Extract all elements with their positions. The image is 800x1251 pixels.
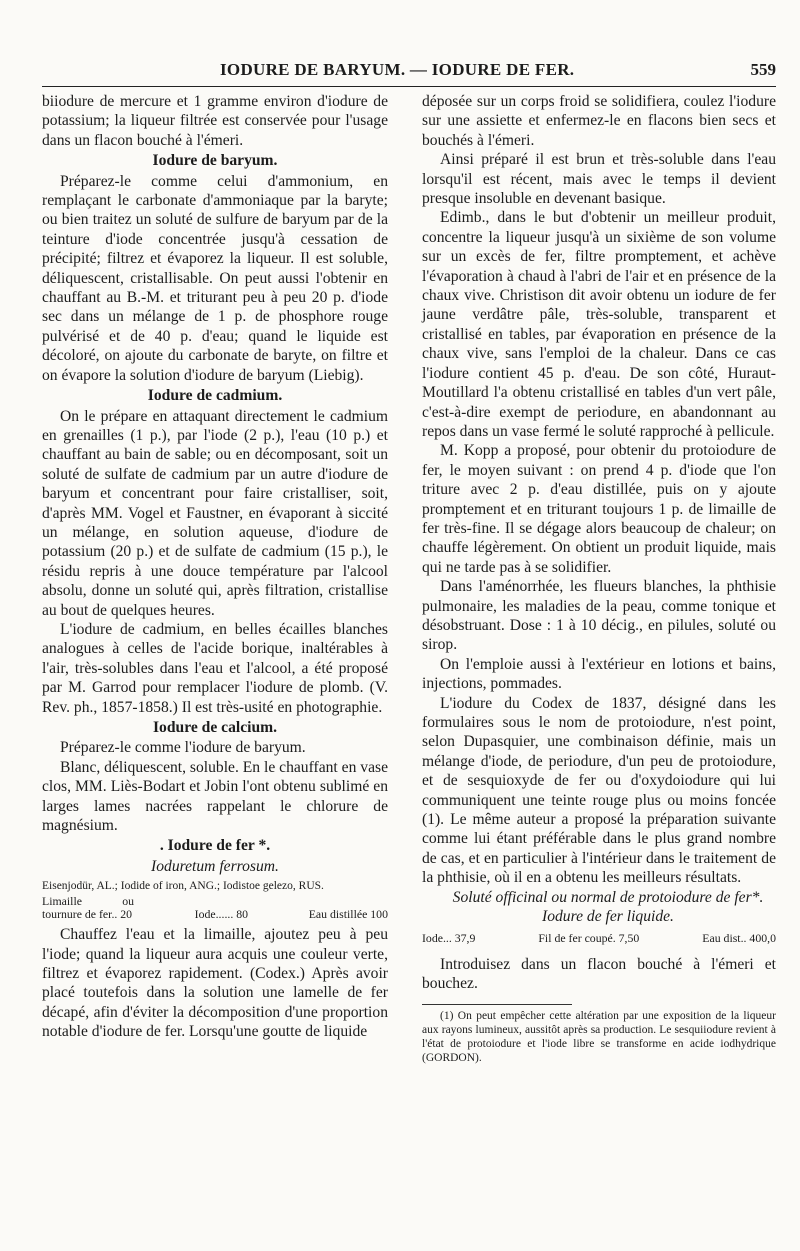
paragraph: On le prépare en attaquant directement le cadmium en grenailles (1 p.), par l'iode (2 p.), l'eau (10 p.) et chauffant au bain de sable; ou en décomposant, soit un soluté de sulfate de cadmium par un autre d'iodure de baryum et concentrant pour faire cristalliser, soit, d'après MM. Vogel et Faustner, en évaporant à siccité un mélange, en solution aqueuse, d'iodure de potassium (20 p.) et de sulfate de cadmium (15 p.), le résidu repris à une douce température par l'alcool absolu, donne un soluté qui, après filtration, cristallise au bout de quelques heures.: [42, 407, 388, 619]
ingredient: Iode... 37,9: [422, 931, 476, 946]
footnote: (1) On peut empêcher cette altération par une exposition de la liqueur aux rayons lumineux, aussitôt après sa production. Le sesquiiodure revient à l'état de protoiodure et l'iode libre se transforme en acide iodhydrique (GORDON).: [422, 1009, 776, 1064]
section-heading-iodure-fer: . Iodure de fer *.: [159, 837, 271, 855]
ingredient: Eau distillée 100: [308, 907, 388, 922]
section-heading-solute: Soluté officinal ou normal de protoiodure de fer*.: [452, 888, 764, 906]
ingredients-list: [42, 895, 388, 921]
latin-name: Ioduretum ferrosum.: [151, 857, 279, 875]
paragraph: Préparez-le comme l'iodure de baryum.: [60, 739, 306, 757]
running-title: IODURE DE BARYUM. — IODURE DE FER.: [220, 60, 575, 79]
paragraph: Préparez-le comme celui d'ammonium, en remplaçant le carbonate d'ammoniaque par la baryte; ou bien traitez un soluté de sulfure de baryum par de la teinture d'iode concentrée jusqu'à cessation de précipité; filtrez et évaporez la liqueur. Il est soluble, déliquescent, cristallisable. On peut aussi l'obtenir en chauffant au B.-M. et triturant peu à peu 20 p. d'iode sec dans un mélange de 1 p. de phosphore rouge pulvérisé et de 40 p. d'eau; quand le liquide est décoloré, on ajoute du carbonate de baryte, on filtre et on évapore la solution d'iodure de baryum (Liebig).: [42, 172, 388, 384]
paragraph: L'iodure du Codex de 1837, désigné dans les formulaires sous le nom de protoiodure, n'est point, selon Dupasquier, une combinaison définie, mais un mélange d'iode, de periodure, d'un peu de protoiodure, et de sesquioxyde de fer ou d'oxydoiodure qui lui communiquent une teinte rouge plus ou moins foncée (1). Le même auteur a proposé la préparation suivante comme lui étant préférable dans le plus grand nombre de cas, et en particulier à l'intérieur dans le traitement de la phthisie, où il en a obtenu les meilleurs résultats.: [422, 694, 776, 887]
paragraph: Introduisez dans un flacon bouché à l'émeri et bouchez.: [422, 955, 776, 993]
paragraph: M. Kopp a proposé, pour obtenir du protoiodure de fer, le moyen suivant : on prend 4 p. d'iode que l'on triture avec 2 p. d'eau distillée, puis on y ajoute promptement et en triturant toujours 1 p. de limaille de fer très-fine. Il se dégage alors beaucoup de chaleur; on chauffe légèrement. On obtient un produit liquide, mais qui ne tarde pas à se solidifier.: [422, 442, 776, 576]
paragraph: Blanc, déliquescent, soluble. En le chauffant en vase clos, MM. Liès-Bodart et Jobin l'ont obtenu sublimé en larges lames nacrées rappelant le chlorure de magnésium.: [42, 758, 388, 835]
section-heading-iodure-calcium: Iodure de calcium.: [152, 719, 278, 736]
paragraph: L'iodure de cadmium, en belles écailles blanches analogues à celles de l'acide borique, inaltérables à l'air, très-solubles dans l'eau et l'alcool, a été proposé par M. Garrod pour remplacer l'iodure de plomb. (V. Rev. ph., 1857-1858.) Il est très-usité en photographie.: [42, 620, 388, 716]
paragraph: Chauffez l'eau et la limaille, ajoutez peu à peu l'iode; quand la liqueur aura acquis une couleur verte, filtrez et évaporez rapidement. (Codex.) Après avoir placé toutefois dans la solution une lamelle de fer décapé, afin d'éviter la décomposition d'une proportion notable d'iodure de fer. Lorsqu'une goutte de liquide: [42, 926, 388, 1041]
right-column: [422, 92, 776, 1065]
section-heading-iodure-cadmium: Iodure de cadmium.: [147, 387, 283, 405]
paragraph: Dans l'aménorrhée, les flueurs blanches, la phthisie pulmonaire, les maladies de la peau, comme tonique et désobstruant. Dose : 1 à 10 décig., en pilules, soluté ou sirop.: [422, 578, 776, 654]
section-heading-iodure-baryum: Iodure de baryum.: [152, 152, 278, 170]
ingredients-list: [422, 929, 776, 948]
section-subheading: Iodure de fer liquide.: [542, 908, 674, 926]
paragraph: déposée sur un corps froid se solidifiera, coulez l'iodure sur une assiette et enfermez-le en flacons bien secs et bouchés à l'émeri.: [422, 93, 776, 149]
page-number: 559: [750, 60, 776, 79]
paragraph: On l'emploie aussi à l'extérieur en lotions et bains, injections, pommades.: [422, 655, 776, 693]
left-column: [42, 92, 388, 1042]
paragraph: biiodure de mercure et 1 gramme environ d'iodure de potassium; la liqueur filtrée est conservée pour l'usage dans un flacon bouché à l'émeri.: [42, 93, 388, 149]
ingredient: Iode...... 80: [194, 907, 249, 922]
footnote-divider: [422, 1004, 572, 1005]
paragraph: Edimb., dans le but d'obtenir un meilleur produit, concentre la liqueur jusqu'à un sixième de son volume sur un excès de fer, filtre promptement, et achève l'évaporation à chaud à l'abri de l'air et en présence de la chaux vive. Christison dit avoir obtenu un iodure de fer jaune verdâtre pâle, très-soluble, transparent et cristallisé en tables, par évaporation en présence de la chaux vive, sans l'emploi de la chaleur. Dans ce cas l'iodure contient 45 p. d'eau. De son côté, Huraut-Moutillard l'a obtenu cristallisé en tables d'un vert pâle, c'est-à-dire exempt de periodure, en abandonnant au repos dans un vase fermé le soluté rapproché à pellicule.: [422, 209, 776, 440]
ingredient: Fil de fer coupé. 7,50: [538, 931, 640, 946]
synonyms: Eisenjodür, AL.; Iodide of iron, ANG.; Iodistoe gelezo, RUS.: [42, 880, 324, 893]
paragraph: Ainsi préparé il est brun et très-soluble dans l'eau lorsqu'il est récent, mais avec le temps il devient presque insoluble en devenant basique.: [422, 151, 776, 208]
ingredient: Eau dist.. 400,0: [702, 931, 776, 946]
running-header: [42, 60, 776, 87]
ingredient: Limaille ou tournure de fer.. 20: [42, 894, 134, 922]
